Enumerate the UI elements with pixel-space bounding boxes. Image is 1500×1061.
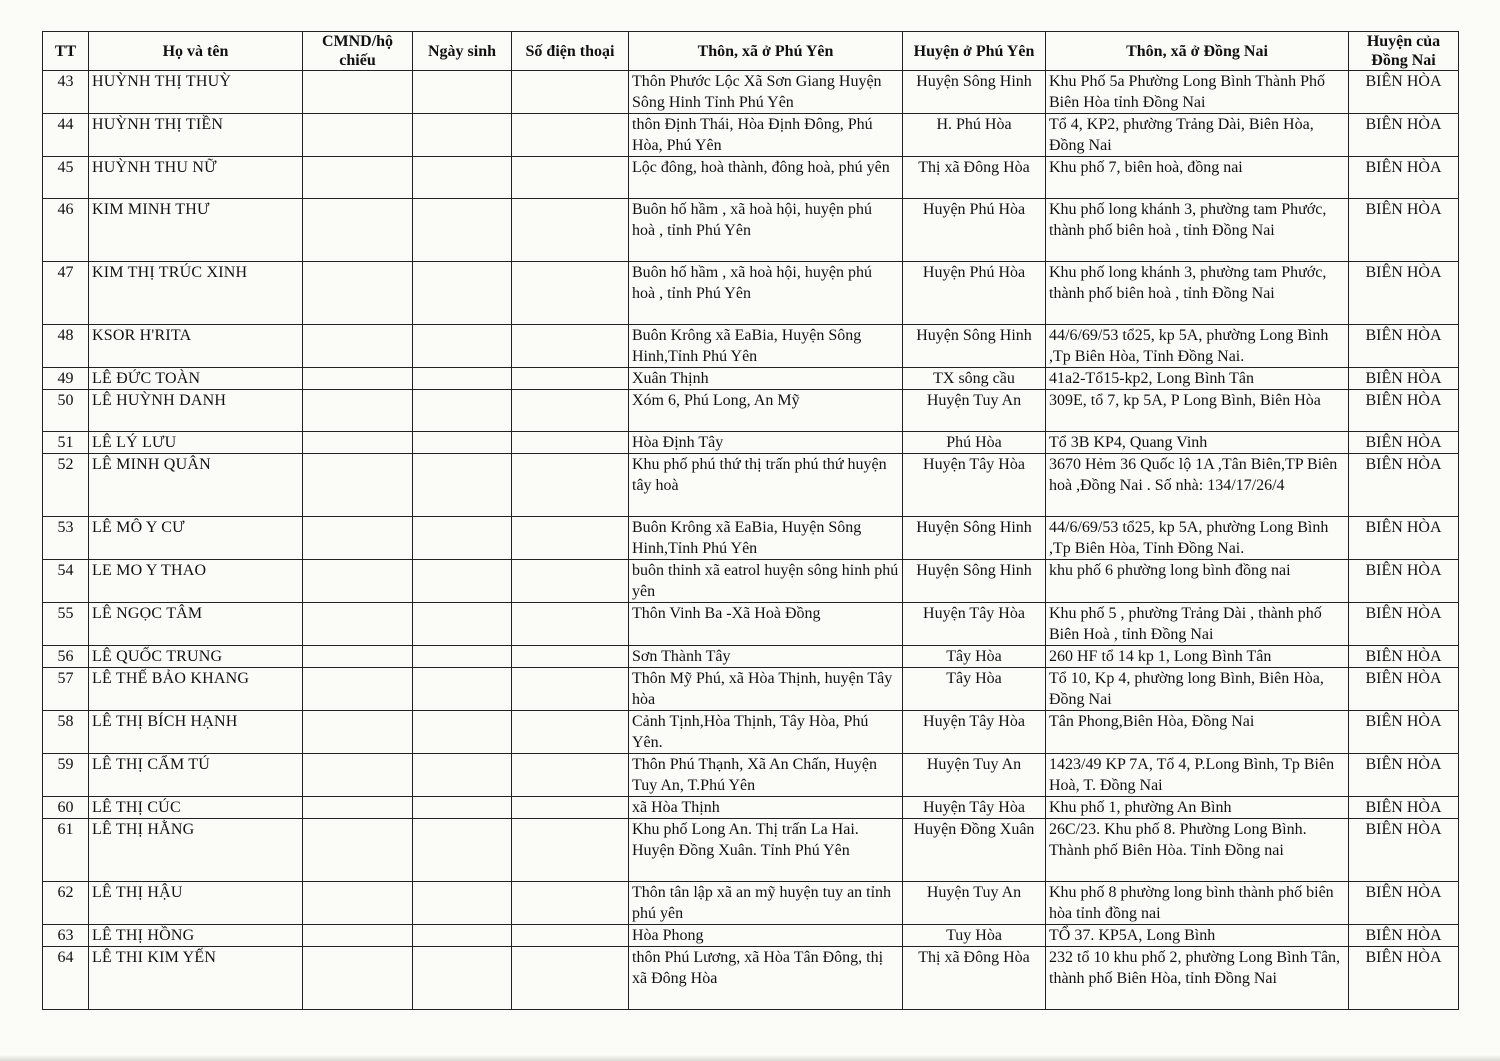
phone-redacted: [512, 157, 629, 199]
phone-redacted: [512, 925, 629, 947]
birth-date-redacted: [413, 432, 512, 454]
col-header-address-dong-nai: Thôn, xã ở Đồng Nai: [1046, 32, 1349, 71]
birth-date-redacted: [413, 199, 512, 262]
table-row: [43, 668, 1459, 711]
district-dong-nai: BIÊN HÒA: [1349, 947, 1459, 1010]
person-name: HUỲNH THỊ THUỲ: [89, 71, 303, 114]
birth-date-redacted: [413, 71, 512, 114]
district-dong-nai: BIÊN HÒA: [1349, 71, 1459, 114]
table-row: [43, 754, 1459, 797]
birth-date-redacted: [413, 157, 512, 199]
district-dong-nai: BIÊN HÒA: [1349, 646, 1459, 668]
row-number: 60: [43, 797, 89, 819]
birth-date-redacted: [413, 668, 512, 711]
district-phu-yen: Huyện Phú Hòa: [903, 262, 1046, 325]
district-phu-yen: Huyện Tây Hòa: [903, 454, 1046, 517]
table-row: [43, 157, 1459, 199]
person-name: LÊ THỊ CÚC: [89, 797, 303, 819]
birth-date-redacted: [413, 368, 512, 390]
address-phu-yen: Hòa Phong: [629, 925, 903, 947]
row-number: 55: [43, 603, 89, 646]
address-dong-nai: 26C/23. Khu phố 8. Phường Long Bình. Thành phố Biên Hòa. Tỉnh Đồng nai: [1046, 819, 1349, 882]
birth-date-redacted: [413, 819, 512, 882]
birth-date-redacted: [413, 114, 512, 157]
id-number-redacted: [303, 754, 413, 797]
phone-redacted: [512, 754, 629, 797]
person-name: KSOR H'RITA: [89, 325, 303, 368]
table-row: [43, 199, 1459, 262]
address-phu-yen: Xóm 6, Phú Long, An Mỹ: [629, 390, 903, 432]
district-phu-yen: Tây Hòa: [903, 646, 1046, 668]
address-phu-yen: Sơn Thành Tây: [629, 646, 903, 668]
district-phu-yen: Huyện Sông Hinh: [903, 560, 1046, 603]
person-name: LÊ THẾ BẢO KHANG: [89, 668, 303, 711]
address-phu-yen: Cảnh Tịnh,Hòa Thịnh, Tây Hòa, Phú Yên.: [629, 711, 903, 754]
phone-redacted: [512, 603, 629, 646]
address-phu-yen: Buôn hố hầm , xã hoà hội, huyện phú hoà , tỉnh Phú Yên: [629, 262, 903, 325]
birth-date-redacted: [413, 262, 512, 325]
id-number-redacted: [303, 711, 413, 754]
district-dong-nai: BIÊN HÒA: [1349, 754, 1459, 797]
row-number: 50: [43, 390, 89, 432]
district-phu-yen: Huyện Tây Hòa: [903, 797, 1046, 819]
address-phu-yen: xã Hòa Thịnh: [629, 797, 903, 819]
table-row: [43, 882, 1459, 925]
id-number-redacted: [303, 797, 413, 819]
address-dong-nai: 44/6/69/53 tổ25, kp 5A, phường Long Bình ,Tp Biên Hòa, Tỉnh Đồng Nai.: [1046, 325, 1349, 368]
district-dong-nai: BIÊN HÒA: [1349, 325, 1459, 368]
birth-date-redacted: [413, 882, 512, 925]
address-phu-yen: Buôn hố hầm , xã hoà hội, huyện phú hoà , tỉnh Phú Yên: [629, 199, 903, 262]
row-number: 53: [43, 517, 89, 560]
birth-date-redacted: [413, 797, 512, 819]
id-number-redacted: [303, 71, 413, 114]
district-dong-nai: BIÊN HÒA: [1349, 882, 1459, 925]
id-number-redacted: [303, 325, 413, 368]
id-number-redacted: [303, 882, 413, 925]
header-row: [43, 32, 1459, 71]
address-dong-nai: 44/6/69/53 tổ25, kp 5A, phường Long Bình ,Tp Biên Hòa, Tỉnh Đồng Nai.: [1046, 517, 1349, 560]
row-number: 52: [43, 454, 89, 517]
birth-date-redacted: [413, 646, 512, 668]
household-list-table: [42, 31, 1459, 1010]
address-dong-nai: khu phố 6 phường long bình đồng nai: [1046, 560, 1349, 603]
row-number: 62: [43, 882, 89, 925]
id-number-redacted: [303, 368, 413, 390]
address-dong-nai: 309E, tổ 7, kp 5A, P Long Bình, Biên Hòa: [1046, 390, 1349, 432]
district-dong-nai: BIÊN HÒA: [1349, 114, 1459, 157]
address-dong-nai: Tổ 3B KP4, Quang Vinh: [1046, 432, 1349, 454]
phone-redacted: [512, 517, 629, 560]
id-number-redacted: [303, 199, 413, 262]
table-row: [43, 711, 1459, 754]
district-dong-nai: BIÊN HÒA: [1349, 603, 1459, 646]
table-row: [43, 797, 1459, 819]
birth-date-redacted: [413, 325, 512, 368]
row-number: 47: [43, 262, 89, 325]
address-phu-yen: Khu phố Long An. Thị trấn La Hai. Huyện Đồng Xuân. Tỉnh Phú Yên: [629, 819, 903, 882]
address-phu-yen: Buôn Krông xã EaBia, Huyện Sông Hinh,Tỉnh Phú Yên: [629, 517, 903, 560]
phone-redacted: [512, 797, 629, 819]
person-name: HUỲNH THỊ TIỀN: [89, 114, 303, 157]
district-phu-yen: Phú Hòa: [903, 432, 1046, 454]
row-number: 48: [43, 325, 89, 368]
id-number-redacted: [303, 432, 413, 454]
person-name: LÊ MÔ Y CƯ: [89, 517, 303, 560]
person-name: LÊ THI KIM YẾN: [89, 947, 303, 1010]
address-phu-yen: Khu phố phú thứ thị trấn phú thứ huyện tây hoà: [629, 454, 903, 517]
address-dong-nai: Khu phố long khánh 3, phường tam Phước, thành phố biên hoà , tỉnh Đồng Nai: [1046, 262, 1349, 325]
district-phu-yen: Huyện Tây Hòa: [903, 711, 1046, 754]
id-number-redacted: [303, 157, 413, 199]
person-name: LÊ ĐỨC TOÀN: [89, 368, 303, 390]
table-row: [43, 925, 1459, 947]
table-row: [43, 560, 1459, 603]
col-header-address-phu-yen: Thôn, xã ở Phú Yên: [629, 32, 903, 71]
birth-date-redacted: [413, 390, 512, 432]
district-phu-yen: Huyện Sông Hinh: [903, 71, 1046, 114]
phone-redacted: [512, 947, 629, 1010]
phone-redacted: [512, 882, 629, 925]
table-row: [43, 262, 1459, 325]
district-dong-nai: BIÊN HÒA: [1349, 390, 1459, 432]
person-name: LÊ THỊ HẬU: [89, 882, 303, 925]
birth-date-redacted: [413, 603, 512, 646]
row-number: 57: [43, 668, 89, 711]
table-row: [43, 603, 1459, 646]
phone-redacted: [512, 262, 629, 325]
district-dong-nai: BIÊN HÒA: [1349, 819, 1459, 882]
col-header-id: CMND/hộ chiếu: [303, 32, 413, 71]
phone-redacted: [512, 71, 629, 114]
district-dong-nai: BIÊN HÒA: [1349, 668, 1459, 711]
address-dong-nai: Tân Phong,Biên Hòa, Đồng Nai: [1046, 711, 1349, 754]
district-phu-yen: Huyện Sông Hinh: [903, 517, 1046, 560]
address-dong-nai: 1423/49 KP 7A, Tổ 4, P.Long Bình, Tp Biên Hoà, T. Đồng Nai: [1046, 754, 1349, 797]
address-dong-nai: Khu Phố 5a Phường Long Bình Thành Phố Biên Hòa tỉnh Đồng Nai: [1046, 71, 1349, 114]
birth-date-redacted: [413, 560, 512, 603]
birth-date-redacted: [413, 517, 512, 560]
row-number: 56: [43, 646, 89, 668]
row-number: 44: [43, 114, 89, 157]
address-phu-yen: Lộc đông, hoà thành, đông hoà, phú yên: [629, 157, 903, 199]
address-phu-yen: Thôn Phú Thạnh, Xã An Chấn, Huyện Tuy An, T.Phú Yên: [629, 754, 903, 797]
person-name: LÊ MINH QUÂN: [89, 454, 303, 517]
id-number-redacted: [303, 668, 413, 711]
row-number: 46: [43, 199, 89, 262]
birth-date-redacted: [413, 925, 512, 947]
id-number-redacted: [303, 947, 413, 1010]
table-row: [43, 947, 1459, 1010]
district-dong-nai: BIÊN HÒA: [1349, 157, 1459, 199]
id-number-redacted: [303, 603, 413, 646]
person-name: LE MO Y THAO: [89, 560, 303, 603]
birth-date-redacted: [413, 754, 512, 797]
table-row: [43, 325, 1459, 368]
row-number: 54: [43, 560, 89, 603]
col-header-dob: Ngày sinh: [413, 32, 512, 71]
address-phu-yen: Thôn Vinh Ba -Xã Hoà Đồng: [629, 603, 903, 646]
margin-stamp-mark: [1484, 410, 1498, 610]
id-number-redacted: [303, 390, 413, 432]
person-name: KIM MINH THƯ: [89, 199, 303, 262]
district-dong-nai: BIÊN HÒA: [1349, 262, 1459, 325]
id-number-redacted: [303, 454, 413, 517]
district-phu-yen: Huyện Tuy An: [903, 754, 1046, 797]
district-dong-nai: BIÊN HÒA: [1349, 199, 1459, 262]
row-number: 45: [43, 157, 89, 199]
district-phu-yen: Huyện Tuy An: [903, 390, 1046, 432]
address-dong-nai: Tổ 10, Kp 4, phường long Bình, Biên Hòa, Đồng Nai: [1046, 668, 1349, 711]
address-phu-yen: buôn thinh xã eatrol huyện sông hinh phú yên: [629, 560, 903, 603]
table-body: [43, 71, 1459, 1010]
district-phu-yen: Huyện Phú Hòa: [903, 199, 1046, 262]
table-row: [43, 646, 1459, 668]
id-number-redacted: [303, 114, 413, 157]
district-phu-yen: Huyện Tây Hòa: [903, 603, 1046, 646]
district-phu-yen: H. Phú Hòa: [903, 114, 1046, 157]
district-dong-nai: BIÊN HÒA: [1349, 368, 1459, 390]
district-phu-yen: TX sông cầu: [903, 368, 1046, 390]
address-phu-yen: thôn Định Thái, Hòa Định Đông, Phú Hòa, Phú Yên: [629, 114, 903, 157]
row-number: 49: [43, 368, 89, 390]
address-dong-nai: Khu phố long khánh 3, phường tam Phước, thành phố biên hoà , tỉnh Đồng Nai: [1046, 199, 1349, 262]
address-phu-yen: Xuân Thịnh: [629, 368, 903, 390]
row-number: 63: [43, 925, 89, 947]
table-row: [43, 454, 1459, 517]
birth-date-redacted: [413, 711, 512, 754]
id-number-redacted: [303, 560, 413, 603]
id-number-redacted: [303, 925, 413, 947]
phone-redacted: [512, 560, 629, 603]
person-name: LÊ QUỐC TRUNG: [89, 646, 303, 668]
phone-redacted: [512, 819, 629, 882]
district-dong-nai: BIÊN HÒA: [1349, 454, 1459, 517]
table-row: [43, 432, 1459, 454]
phone-redacted: [512, 325, 629, 368]
address-phu-yen: Buôn Krông xã EaBia, Huyện Sông Hinh,Tỉnh Phú Yên: [629, 325, 903, 368]
id-number-redacted: [303, 517, 413, 560]
address-dong-nai: Khu phố 5 , phường Trảng Dài , thành phố Biên Hoà , tỉnh Đồng Nai: [1046, 603, 1349, 646]
table-row: [43, 114, 1459, 157]
row-number: 43: [43, 71, 89, 114]
phone-redacted: [512, 646, 629, 668]
table-row: [43, 517, 1459, 560]
col-header-tt: TT: [43, 32, 89, 71]
address-phu-yen: Thôn tân lập xã an mỹ huyện tuy an tỉnh phú yên: [629, 882, 903, 925]
district-dong-nai: BIÊN HÒA: [1349, 797, 1459, 819]
district-phu-yen: Huyện Sông Hinh: [903, 325, 1046, 368]
address-dong-nai: Khu phố 1, phường An Bình: [1046, 797, 1349, 819]
row-number: 51: [43, 432, 89, 454]
phone-redacted: [512, 454, 629, 517]
birth-date-redacted: [413, 947, 512, 1010]
phone-redacted: [512, 114, 629, 157]
address-phu-yen: Thôn Mỹ Phú, xã Hòa Thịnh, huyện Tây hòa: [629, 668, 903, 711]
person-name: LÊ THỊ BÍCH HẠNH: [89, 711, 303, 754]
address-phu-yen: thôn Phú Lương, xã Hòa Tân Đông, thị xã Đông Hòa: [629, 947, 903, 1010]
district-dong-nai: BIÊN HÒA: [1349, 711, 1459, 754]
phone-redacted: [512, 368, 629, 390]
address-phu-yen: Thôn Phước Lộc Xã Sơn Giang Huyện Sông Hinh Tỉnh Phú Yên: [629, 71, 903, 114]
district-dong-nai: BIÊN HÒA: [1349, 432, 1459, 454]
person-name: LÊ THỊ CẨM TÚ: [89, 754, 303, 797]
address-dong-nai: Khu phố 8 phường long bình thành phố biên hòa tỉnh đồng nai: [1046, 882, 1349, 925]
col-header-district-phu-yen: Huyện ở Phú Yên: [903, 32, 1046, 71]
page-edge-shadow: [0, 1055, 1500, 1061]
district-dong-nai: BIÊN HÒA: [1349, 925, 1459, 947]
person-name: LÊ THỊ HỒNG: [89, 925, 303, 947]
table-row: [43, 390, 1459, 432]
person-name: KIM THỊ TRÚC XINH: [89, 262, 303, 325]
district-dong-nai: BIÊN HÒA: [1349, 517, 1459, 560]
address-dong-nai: 3670 Hẻm 36 Quốc lộ 1A ,Tân Biên,TP Biên hoà ,Đồng Nai . Số nhà: 134/17/26/4: [1046, 454, 1349, 517]
phone-redacted: [512, 432, 629, 454]
person-name: LÊ NGỌC TÂM: [89, 603, 303, 646]
person-name: LÊ LÝ LƯU: [89, 432, 303, 454]
row-number: 58: [43, 711, 89, 754]
id-number-redacted: [303, 262, 413, 325]
address-dong-nai: 41a2-Tổ15-kp2, Long Bình Tân: [1046, 368, 1349, 390]
phone-redacted: [512, 668, 629, 711]
person-name: LÊ THỊ HẰNG: [89, 819, 303, 882]
district-phu-yen: Huyện Đồng Xuân: [903, 819, 1046, 882]
person-name: LÊ HUỲNH DANH: [89, 390, 303, 432]
row-number: 64: [43, 947, 89, 1010]
birth-date-redacted: [413, 454, 512, 517]
col-header-phone: Số điện thoại: [512, 32, 629, 71]
district-phu-yen: Tuy Hòa: [903, 925, 1046, 947]
address-dong-nai: 232 tổ 10 khu phố 2, phường Long Bình Tân, thành phố Biên Hòa, tỉnh Đồng Nai: [1046, 947, 1349, 1010]
row-number: 61: [43, 819, 89, 882]
id-number-redacted: [303, 646, 413, 668]
table-row: [43, 368, 1459, 390]
district-dong-nai: BIÊN HÒA: [1349, 560, 1459, 603]
address-phu-yen: Hòa Định Tây: [629, 432, 903, 454]
district-phu-yen: Huyện Tuy An: [903, 882, 1046, 925]
district-phu-yen: Thị xã Đông Hòa: [903, 947, 1046, 1010]
district-phu-yen: Thị xã Đông Hòa: [903, 157, 1046, 199]
table-row: [43, 819, 1459, 882]
phone-redacted: [512, 711, 629, 754]
address-dong-nai: Tổ 4, KP2, phường Trảng Dài, Biên Hòa, Đồng Nai: [1046, 114, 1349, 157]
phone-redacted: [512, 199, 629, 262]
district-phu-yen: Tây Hòa: [903, 668, 1046, 711]
table-row: [43, 71, 1459, 114]
address-dong-nai: TỔ 37. KP5A, Long Bình: [1046, 925, 1349, 947]
col-header-name: Họ và tên: [89, 32, 303, 71]
phone-redacted: [512, 390, 629, 432]
address-dong-nai: Khu phố 7, biên hoà, đồng nai: [1046, 157, 1349, 199]
row-number: 59: [43, 754, 89, 797]
col-header-district-dong-nai: Huyện của Đồng Nai: [1349, 32, 1459, 71]
address-dong-nai: 260 HF tổ 14 kp 1, Long Bình Tân: [1046, 646, 1349, 668]
id-number-redacted: [303, 819, 413, 882]
person-name: HUỲNH THU NỮ: [89, 157, 303, 199]
